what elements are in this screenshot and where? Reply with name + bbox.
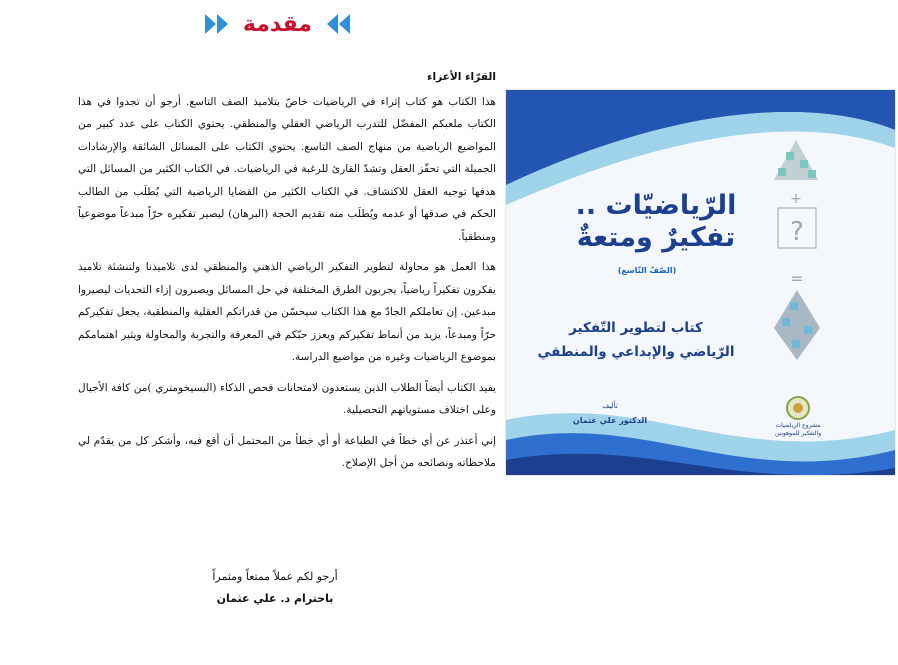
- svg-text:+: +: [790, 191, 802, 207]
- cover-logo-text: [768, 422, 828, 438]
- cover-title: [566, 190, 746, 254]
- signature-name: باحترام د. علي عثمان: [216, 592, 334, 605]
- paragraph-4: إني أعتذر عن أي خطأ في الطباعة أو أي خطأ من المحتمل أن أقع فيه، وأشكر كل من يقدّم لي ملاحظاته ونصائحه من أجل الإصلاح.: [78, 434, 496, 469]
- greeting: القرّاء الأعزاء: [427, 71, 496, 83]
- right-arrows-icon: [205, 14, 228, 34]
- page-header: [205, 6, 350, 42]
- project-logo-icon: [787, 397, 809, 419]
- svg-text:?: ?: [790, 217, 804, 247]
- cover-author-label: تأليف: [602, 402, 618, 410]
- cover-title-line-1: الرّياضيّات ..: [575, 190, 737, 221]
- cover-author: الدكتور علي عثمان: [572, 416, 648, 425]
- paragraph-1: هذا الكتاب هو كتاب إثراء في الرياضيات خاصّ بتلاميذ الصف التاسع. أرجو أن تجدوا في هذا الكتاب ملعبكم المفضّل للتدرب الرياضي العقلي والمنطقي. يحتوي الكتاب على عدد كبير من المواضيع الرياضية من منهاج الصف التاسع. يحتوي الكتاب على المسائل الشائقة والإرشادات الجميلة التي تحفّز العقل وتشدّ القارئ للرغبة في الرياضيات. في الكتاب الكثير من المسائل التي هدفها توجيه العقل للاكتشاف. في الكتاب الكثير من القضايا الرياضية التي يُطلَب من الطالب الحكم في صدقها أو عدمه ويُطلَب منه تقديم الحجة (البرهان) ليصير تفكيره حرّاً مبدعاً موضوعياً ومنطقياً.: [78, 95, 496, 243]
- cover-grade: (الصّفّ التّاسع): [617, 266, 677, 275]
- logo-text-line-2: والتفكير للموهوبين: [774, 430, 822, 437]
- cover-title-line-2: تفكيرٌ ومتعةٌ: [576, 222, 736, 253]
- closing-line: أرجو لكم عملاً ممتعاً ومثمراً: [212, 570, 338, 583]
- cover-subtitle-line-1: كتاب لتطوير التّفكير: [569, 320, 703, 336]
- cover-subtitle-line-2: الرّياضي والإبداعي والمنطقي: [537, 344, 735, 360]
- logo-text-line-1: مشروع الرياضيات: [775, 422, 821, 429]
- svg-text:=: =: [790, 269, 804, 288]
- page-title: مقدمة: [242, 11, 313, 37]
- signature-block: [200, 566, 350, 610]
- paragraph-3: يفيد الكتاب أيضاً الطلاب الذين يستعدون لامتحانات فحص الذكاء (البسيخومتري )من كافة الأجيال وعلى اختلاف مستوياتهم التحصيلية.: [78, 381, 496, 416]
- book-cover: [506, 90, 895, 475]
- left-arrows-icon: [327, 14, 350, 34]
- cover-subtitle: [526, 316, 746, 364]
- paragraph-2: هذا العمل هو محاولة لتطوير التفكير الرياضي الذهني والمنطقي لدى تلاميذنا ولتنشئة تلاميذ يفكرون تفكيراً رياضياً، يجربون الطرق المختلفة في حل المسائل ويصبرون إزاء التحديات ليصيروا مبدعين. إن تعاملكم الجادّ مع هذا الكتاب سيحسّن من قدراتكم العقلية والمنطقية، يجعل تفكيركم حرّاً ومبدعاً، يزيد من أنماط تفكيركم ويعزز حبّكم في المعرفة والتجربة والمحاولة ويثير اهتمامكم بموضوع الرياضيات وغيره من مواضيع الدراسة.: [78, 261, 496, 363]
- introduction-text: [78, 66, 496, 483]
